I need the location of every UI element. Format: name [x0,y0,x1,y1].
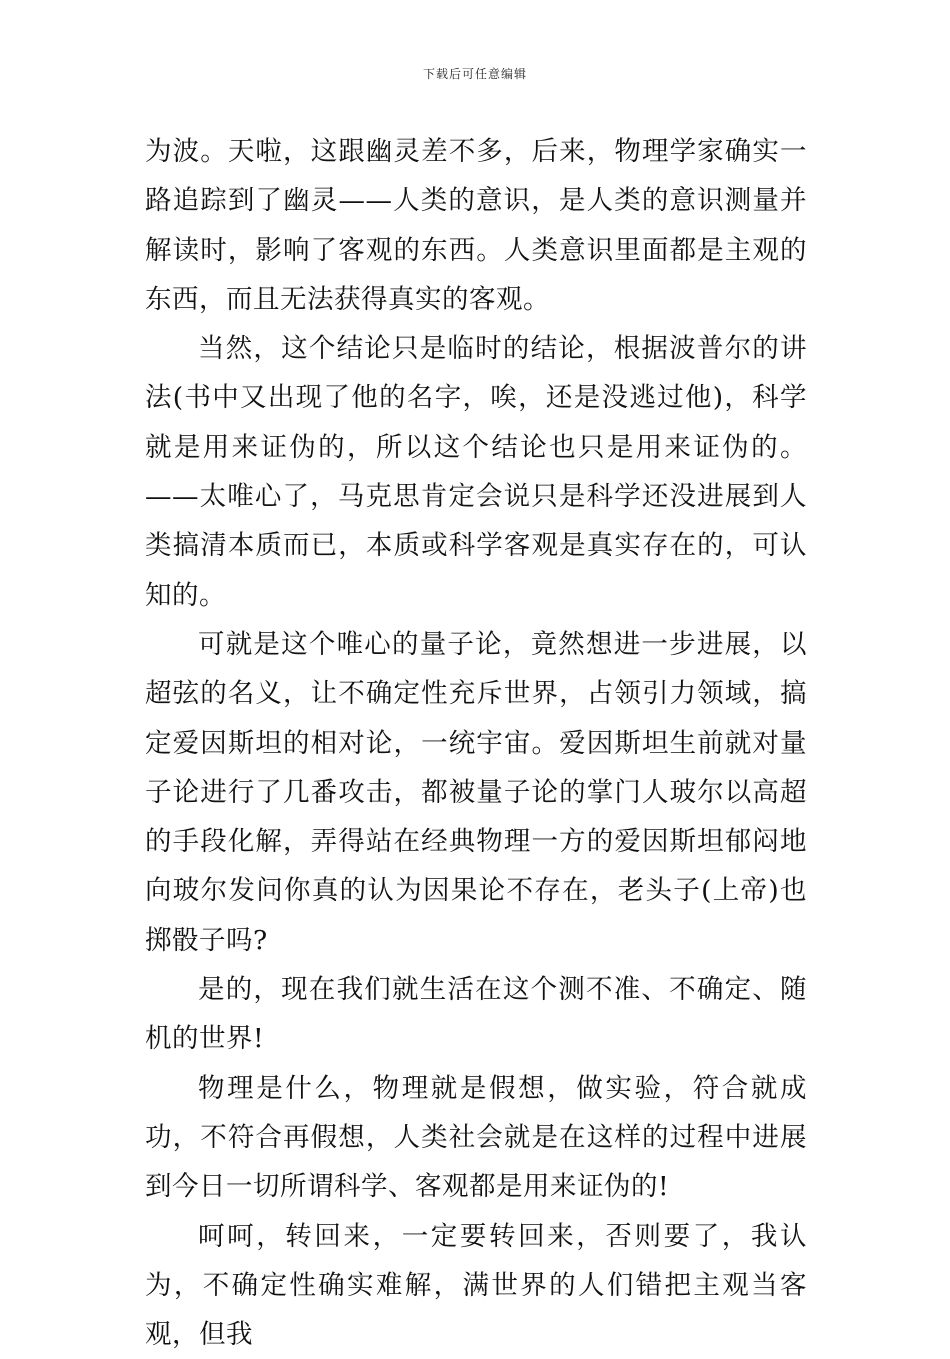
paragraph-2: 当然，这个结论只是临时的结论，根据波普尔的讲法(书中又出现了他的名字，唉，还是没逃过他)，科学就是用来证伪的，所以这个结论也只是用来证伪的。——太唯心了，马克思肯定会说只是科学还没进展到人类搞清本质而已，本质或科学客观是真实存在的，可认知的。 [145,333,807,611]
paragraph-6: 呵呵，转回来，一定要转回来，否则要了，我认为，不确定性确实难解，满世界的人们错把主观当客观，但我 [145,1220,807,1351]
paragraph-4: 是的，现在我们就生活在这个测不准、不确定、随机的世界! [145,974,807,1055]
document-body [145,127,807,1359]
paragraph-5: 物理是什么，物理就是假想，做实验，符合就成功，不符合再假想，人类社会就是在这样的过程中进展到今日一切所谓科学、客观都是用来证伪的! [145,1072,807,1203]
page-header: 下载后可任意编辑 [422,67,527,81]
paragraph-3: 可就是这个唯心的量子论，竟然想进一步进展，以超弦的名义，让不确定性充斥世界，占领引力领域，搞定爱因斯坦的相对论，一统宇宙。爱因斯坦生前就对量子论进行了几番攻击，都被量子论的掌门人玻尔以高超的手段化解，弄得站在经典物理一方的爱因斯坦郁闷地向玻尔发问你真的认为因果论不存在，老头子(上帝)也掷骰子吗? [145,628,807,956]
paragraph-1: 为波。天啦，这跟幽灵差不多，后来，物理学家确实一路追踪到了幽灵——人类的意识，是人类的意识测量并解读时，影响了客观的东西。人类意识里面都是主观的东西，而且无法获得真实的客观。 [145,136,807,315]
